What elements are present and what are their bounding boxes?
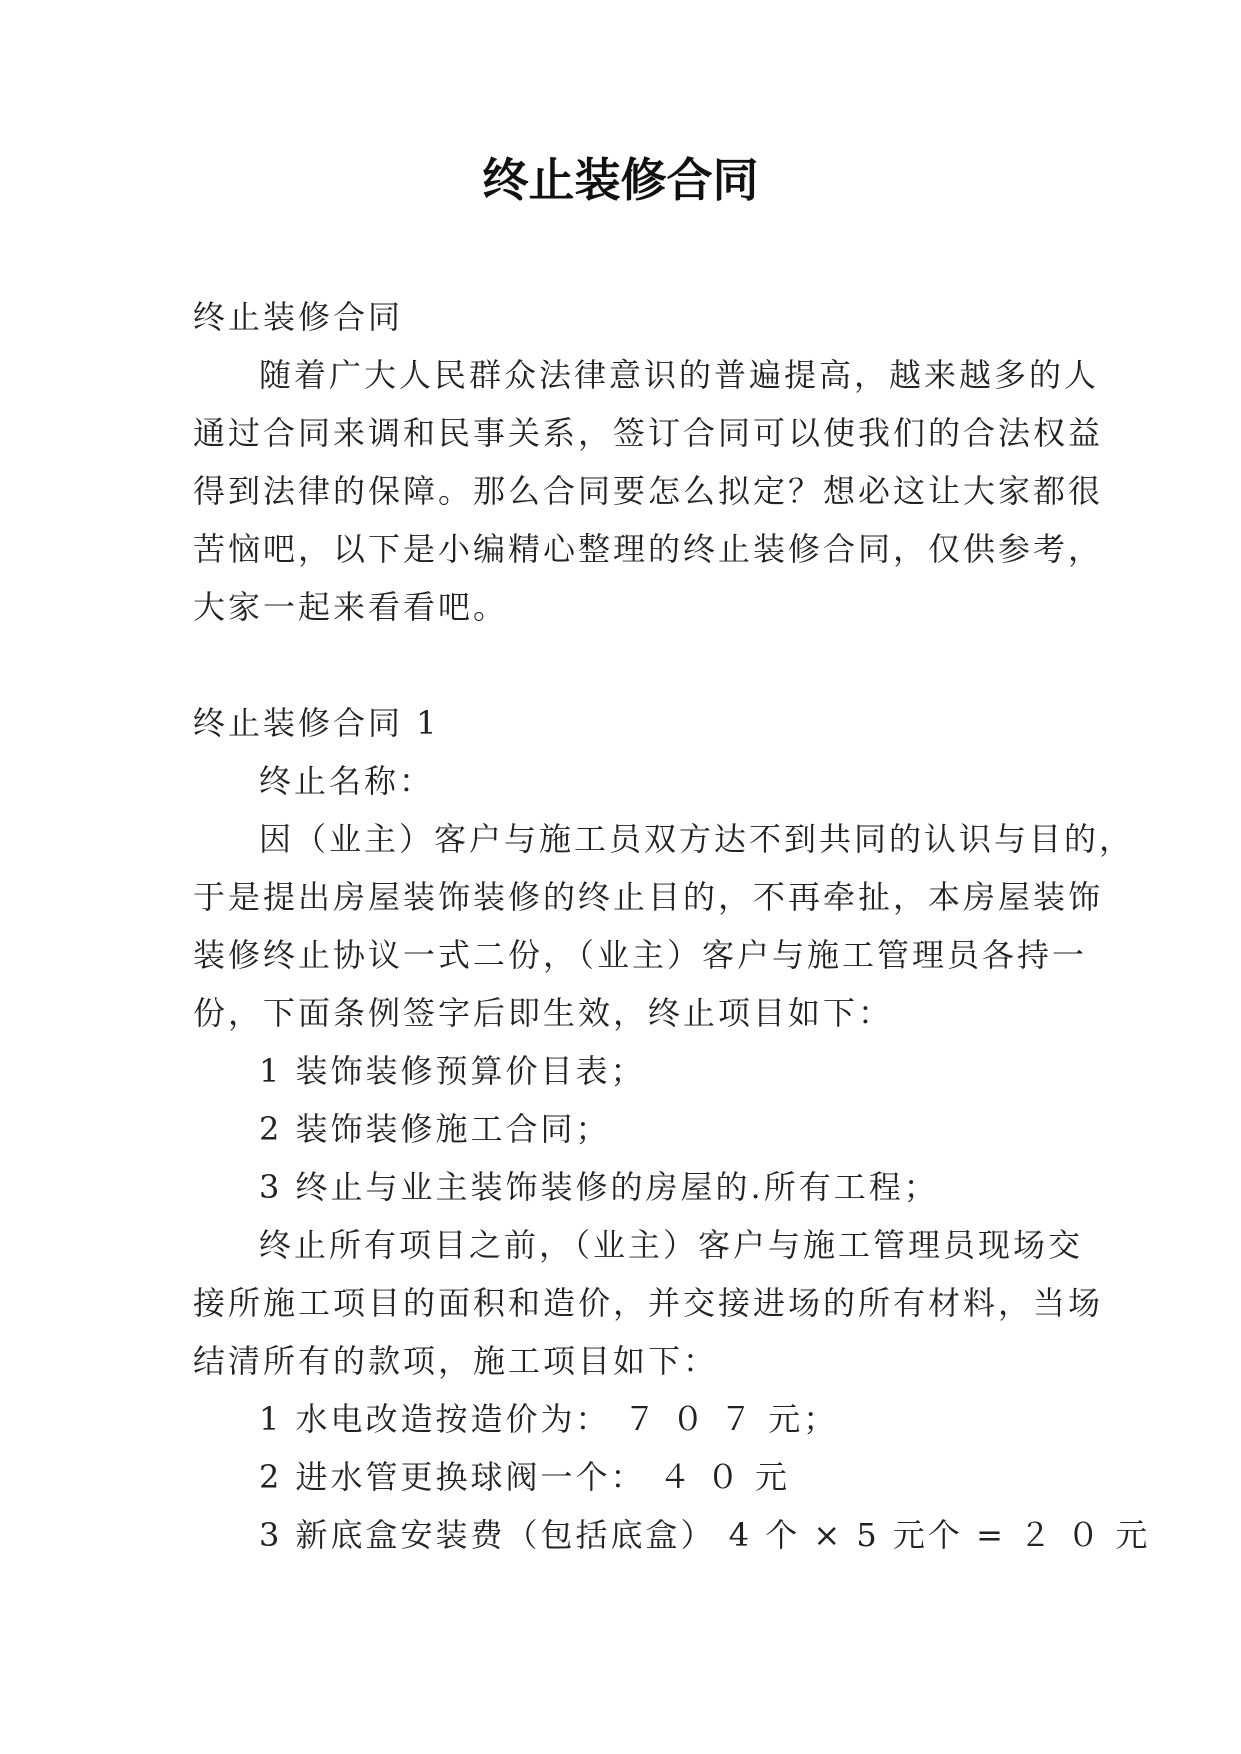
text-line: 终止装修合同 1 — [193, 704, 440, 742]
text-line: 通过合同来调和民事关系，签订合同可以使我们的合法权益 — [193, 414, 1104, 452]
text-line: 于是提出房屋装饰装修的终止目的，不再牵扯，本房屋装饰 — [193, 878, 1104, 916]
text-line: 因（业主）客户与施工员双方达不到共同的认识与目的， — [259, 820, 1135, 858]
text-line: 1 水电改造按造价为： ７ ０ ７ 元； — [259, 1400, 839, 1438]
document-body — [193, 288, 1151, 1564]
text-line: 结清所有的款项，施工项目如下： — [193, 1342, 719, 1380]
text-line: 2 进水管更换球阀一个： ４ ０ 元 — [259, 1458, 791, 1496]
text-line: 接所施工项目的面积和造价，并交接进场的所有材料，当场 — [193, 1284, 1104, 1322]
text-line: 随着广大人民群众法律意识的普遍提高，越来越多的人 — [259, 356, 1100, 394]
text-line: 终止名称： — [259, 762, 435, 800]
text-line: 3 新底盒安装费（包括底盒） 4 个 × 5 元个 = ２ ０ 元 — [259, 1516, 1151, 1554]
text-line: 终止所有项目之前，（业主）客户与施工管理员现场交 — [259, 1226, 1084, 1264]
text-line: 1 装饰装修预算价目表； — [259, 1052, 646, 1090]
text-line: 2 装饰装修施工合同； — [259, 1110, 611, 1148]
text-line: 终止装修合同 — [193, 298, 404, 336]
text-line: 得到法律的保障。那么合同要怎么拟定？想必这让大家都很 — [193, 472, 1104, 510]
blank-line — [193, 636, 1073, 694]
text-line: 大家一起来看看吧。 — [193, 588, 509, 626]
text-line: 装修终止协议一式二份，（业主）客户与施工管理员各持一 — [193, 936, 1088, 974]
text-line: 3 终止与业主装饰装修的房屋的.所有工程； — [259, 1168, 939, 1206]
text-line: 份，下面条例签字后即生效，终止项目如下： — [193, 994, 894, 1032]
text-line: 苦恼吧，以下是小编精心整理的终止装修合同，仅供参考， — [193, 530, 1104, 568]
document-title: 终止装修合同 — [482, 153, 759, 207]
